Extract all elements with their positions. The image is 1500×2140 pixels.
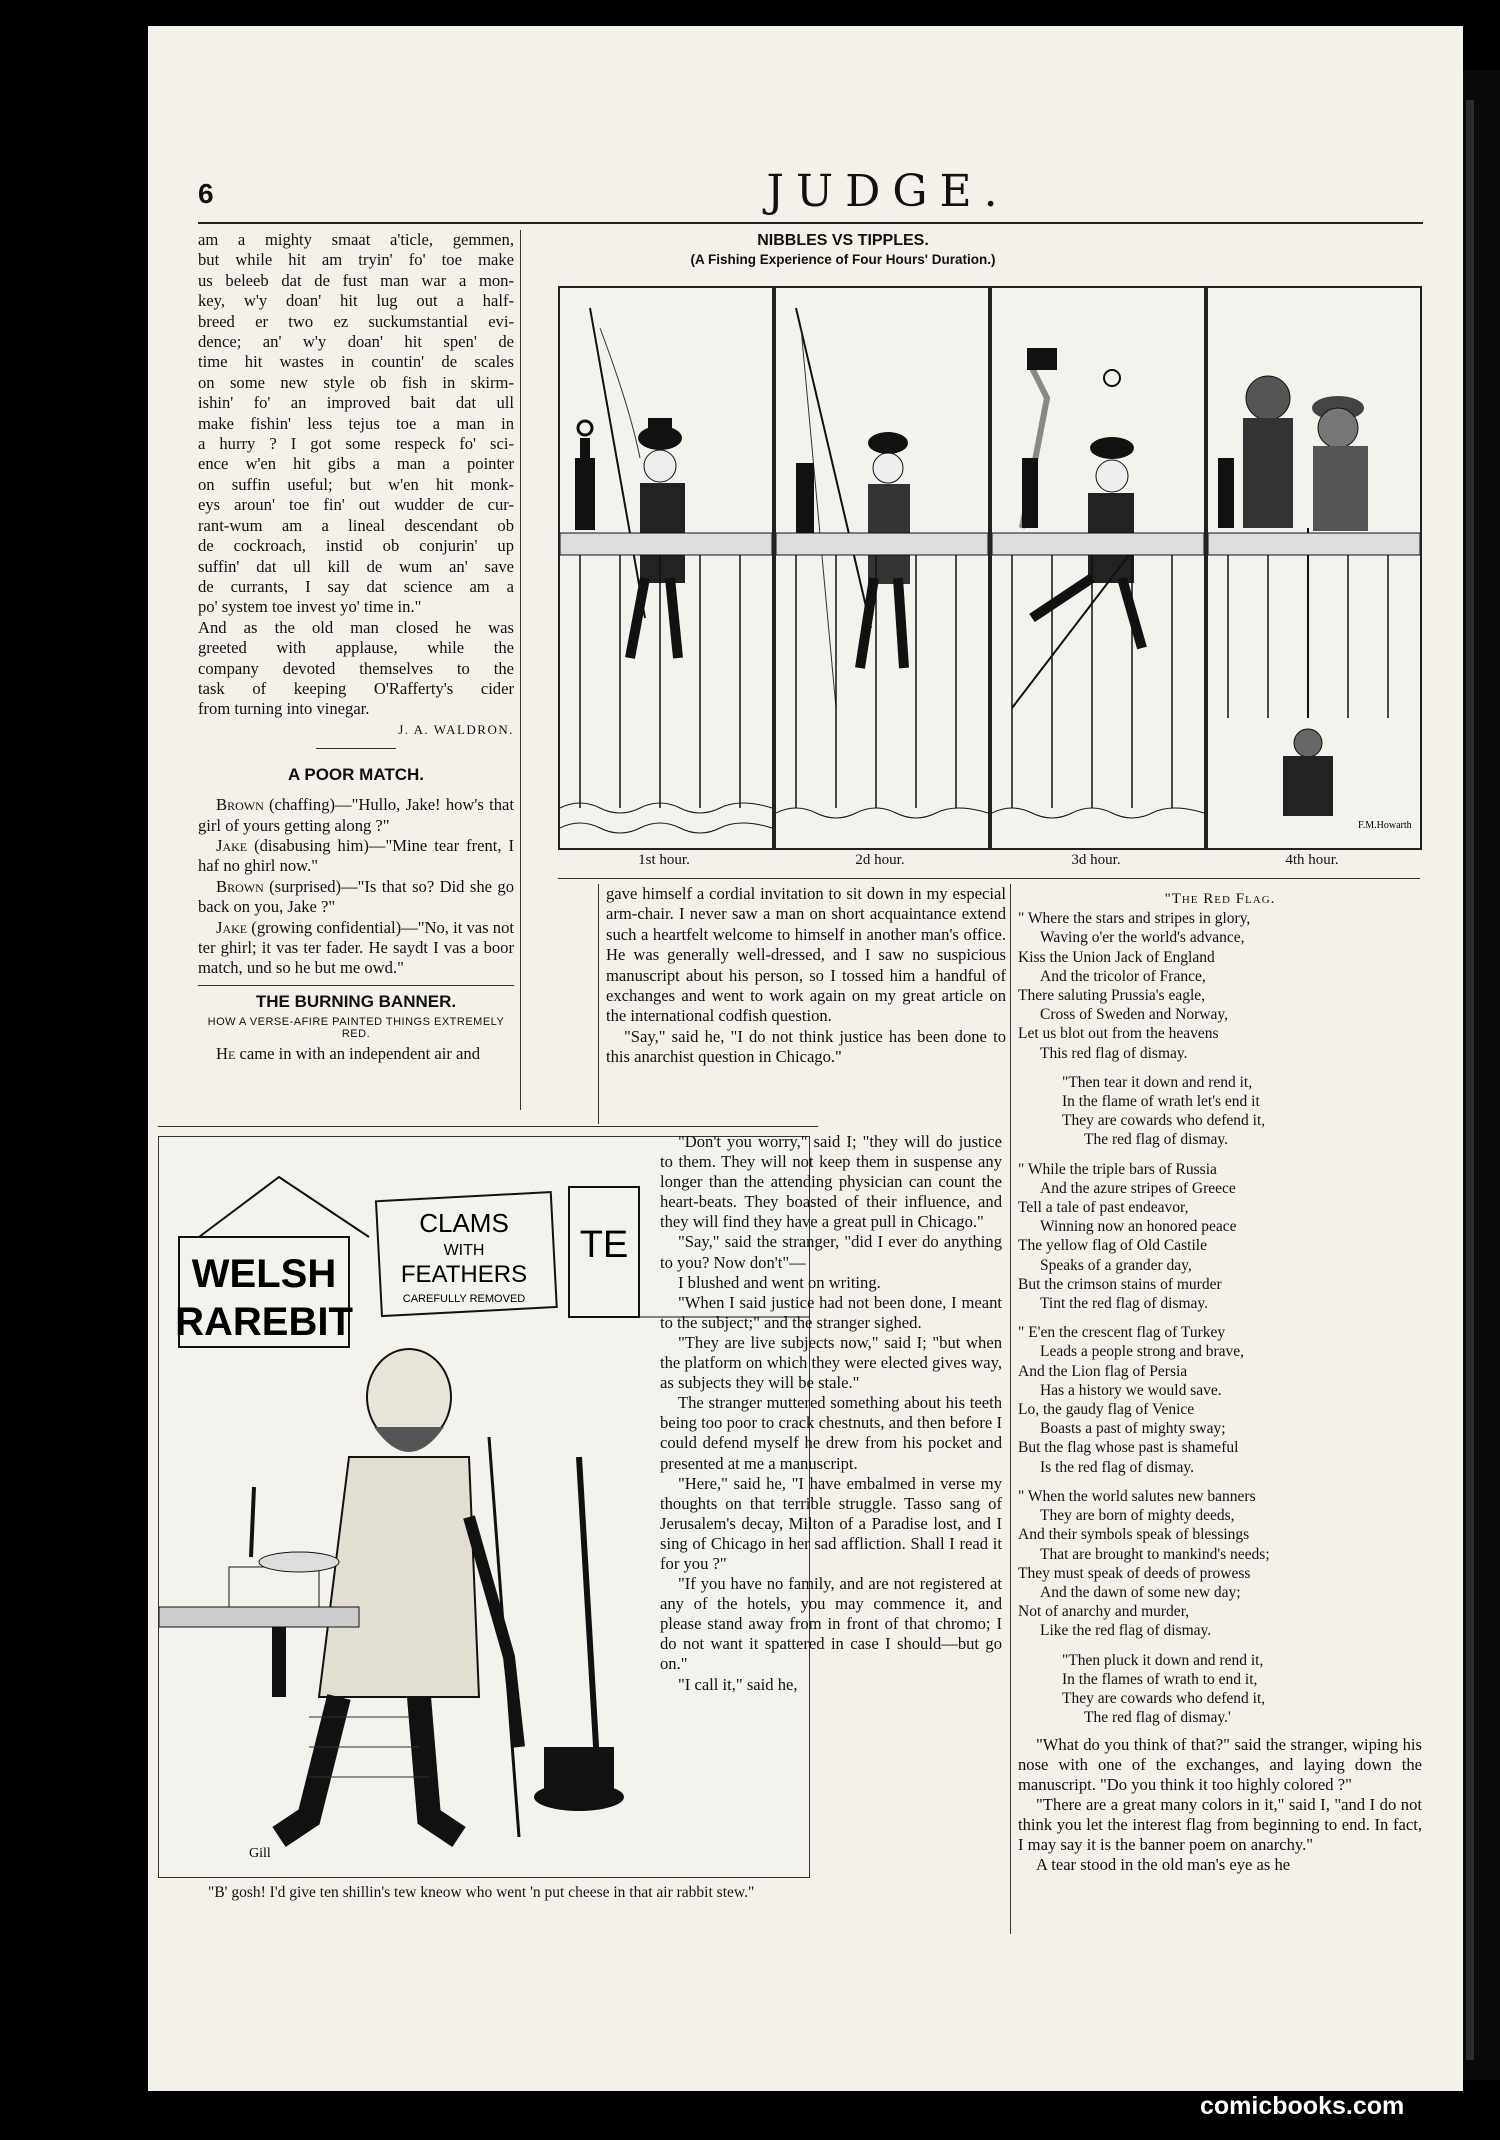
burning-banner-first-line: He came in with an independent air and bbox=[216, 1043, 480, 1063]
poem-line: And the dawn of some new day; bbox=[1040, 1583, 1241, 1601]
cartoon-signature: F.M.Howarth bbox=[1358, 820, 1412, 831]
cartoon-panel-1 bbox=[558, 286, 774, 850]
poem-line: They are cowards who defend it, bbox=[1062, 1689, 1266, 1707]
section-divider bbox=[198, 985, 514, 986]
story-paragraph: "When I said justice had not been done, I meant to the subject;" and the stranger sighed. bbox=[660, 1292, 1002, 1332]
poem-line: Tint the red flag of dismay. bbox=[1040, 1295, 1209, 1313]
poem-line: Boasts a past of mighty sway; bbox=[1040, 1420, 1226, 1438]
poem-line: Kiss the Union Jack of England bbox=[1018, 948, 1215, 966]
cartoon-bottom-rule bbox=[558, 878, 1420, 879]
red-flag-poem bbox=[1018, 909, 1422, 1727]
poem-line: Like the red flag of dismay. bbox=[1040, 1622, 1212, 1640]
poem-line: Winning now an honored peace bbox=[1040, 1218, 1237, 1236]
poem-line: Waving o'er the world's advance, bbox=[1040, 929, 1245, 947]
story-line: dence; an' w'y doan' hit spen' de bbox=[198, 332, 514, 352]
story-line: de currants, I say dat science am a bbox=[198, 576, 514, 596]
poor-match-text bbox=[198, 795, 514, 979]
poem-line: " While the triple bars of Russia bbox=[1018, 1160, 1217, 1178]
story-line: eys aroun' toe fin' out wudder de cur- bbox=[198, 495, 514, 515]
poem-line: "Then tear it down and rend it, bbox=[1062, 1073, 1253, 1091]
story-paragraph: "They are live subjects now," said I; "but when the platform on which they were elected gives way, as subjects they will be stale." bbox=[660, 1332, 1002, 1393]
dialogue-line: Brown (surprised)—"Is that so? Did she go back on you, Jake ?" bbox=[198, 876, 514, 917]
sign-edge-text: TE bbox=[579, 1224, 629, 1266]
poem-line: There saluting Prussia's eagle, bbox=[1018, 987, 1206, 1005]
fisherman-1-drawing bbox=[560, 288, 772, 848]
dialogue-line: Brown (chaffing)—"Hullo, Jake! how's that girl of yours getting along ?" bbox=[198, 795, 514, 835]
poem-line: In the flame of wrath let's end it bbox=[1062, 1093, 1260, 1111]
next-page-edge bbox=[1466, 100, 1474, 2060]
middle-column bbox=[660, 1132, 1002, 1695]
burning-banner-subheading: HOW A VERSE-AFIRE PAINTED THINGS EXTREMELY RED. bbox=[207, 1015, 505, 1040]
poem-line: And the tricolor of France, bbox=[1040, 967, 1206, 985]
sign-welsh: WELSH bbox=[191, 1252, 337, 1296]
poem-line: In the flames of wrath to end it, bbox=[1062, 1670, 1258, 1688]
story-line: ishin' fo' an improved bait dat ull bbox=[198, 393, 514, 413]
section-divider bbox=[316, 748, 396, 749]
panel-2-caption: 2d hour. bbox=[855, 852, 905, 868]
poem-title: "The Red Flag. bbox=[1164, 891, 1276, 907]
story-line: ence w'en hit gibs a man a pointer bbox=[198, 454, 514, 474]
stanza-gap bbox=[1018, 1313, 1422, 1323]
story-line: po' system toe invest yo' time in." bbox=[198, 597, 422, 617]
story-paragraph: "There are a great many colors in it," said I, "and I do not think you let the interest flag from beginning to end. In fact, I may say it is the banner poem on anarchy." bbox=[1018, 1795, 1422, 1855]
byline: J. A. WALDRON. bbox=[398, 721, 514, 737]
poem-line: Let us blot out from the heavens bbox=[1018, 1025, 1219, 1043]
column-rule bbox=[520, 230, 521, 1110]
sign-feathers: FEATHERS bbox=[400, 1261, 528, 1288]
watermark: comicbooks.com bbox=[1200, 2092, 1405, 2120]
story-line: suffin' dat ull kill de wum an' save bbox=[198, 556, 514, 576]
story-paragraph: "Say," said the stranger, "did I ever do anything to you? Now don't"— bbox=[660, 1232, 1002, 1272]
column-rule bbox=[598, 884, 599, 1124]
story-line: And as the old man closed he was bbox=[198, 617, 514, 637]
story-paragraph: "Here," said he, "I have embalmed in verse my thoughts on that terrible struggle. Tasso sang of Jerusalem's decay, Milton of a Paradise lost, and I sing of Chicago in her sad affliction. Shall I read it for you ?" bbox=[660, 1473, 1002, 1573]
cartoon-panel-4 bbox=[1206, 286, 1422, 850]
stanza-gap bbox=[1018, 1150, 1422, 1160]
header-rule bbox=[198, 222, 1423, 224]
poem-line: " E'en the crescent flag of Turkey bbox=[1018, 1324, 1226, 1342]
story-paragraph: "Don't you worry," said I; "they will do justice to them. They will not keep them in suspense any longer than the attending physician can count the heart-beats. They boasted of their influence, and they will find they have a great pull in Chicago." bbox=[660, 1132, 1002, 1232]
poem-line: But the flag whose past is shameful bbox=[1018, 1439, 1239, 1457]
cartoon-title: NIBBLES VS TIPPLES. bbox=[757, 232, 929, 249]
story-line: am a mighty smaat a'ticle, gemmen, bbox=[198, 230, 514, 249]
sign-with: WITH bbox=[443, 1242, 485, 1259]
poem-line: " When the world salutes new banners bbox=[1018, 1487, 1256, 1505]
illustration-top-rule bbox=[158, 1126, 818, 1127]
poem-line: Speaks of a grander day, bbox=[1040, 1256, 1192, 1274]
poem-line: The yellow flag of Old Castile bbox=[1018, 1237, 1207, 1255]
dialogue-line: Jake (disabusing him)—"Mine tear frent, I haf no ghirl now." bbox=[198, 835, 514, 876]
column-rule bbox=[1010, 884, 1011, 1934]
cartoon-panel-2 bbox=[774, 286, 990, 850]
poem-line: And the azure stripes of Greece bbox=[1040, 1179, 1236, 1197]
poem-line: "Then pluck it down and rend it, bbox=[1062, 1651, 1264, 1669]
story-line: make fishin' less tejus toe a man in bbox=[198, 413, 514, 433]
story-line: greeted with applause, while the bbox=[198, 638, 514, 658]
stranger-arrival-text: gave himself a cordial invitation to sit down in my especial arm-chair. I never saw a man on short acquaintance extend such a heartfelt welcome to himself in another man's office. He was generally well-dressed, and I saw no suspicious manuscript about his person, so I tossed him a handful of exchanges and went to work again on my great article on the international codfish question. bbox=[606, 884, 1006, 1026]
story-line: on suffin useful; but w'en hit monk- bbox=[198, 474, 514, 494]
right-column bbox=[1018, 890, 1422, 1875]
poem-line: Lo, the gaudy flag of Venice bbox=[1018, 1401, 1195, 1419]
sign-carefully-removed: CAREFULLY REMOVED bbox=[402, 1293, 526, 1305]
poem-line: " Where the stars and stripes in glory, bbox=[1018, 910, 1251, 928]
story-line: on some new style ob fish in skirm- bbox=[198, 372, 514, 392]
story-paragraph: "I call it," said he, bbox=[678, 1674, 798, 1694]
poem-line: And their symbols speak of blessings bbox=[1018, 1526, 1250, 1544]
fisherman-3-drawing bbox=[992, 288, 1204, 848]
poem-line: The red flag of dismay. bbox=[1084, 1131, 1229, 1149]
poem-line: The red flag of dismay.' bbox=[1084, 1709, 1231, 1727]
poem-line: Has a history we would save. bbox=[1040, 1381, 1222, 1399]
sign-clams: CLAMS bbox=[419, 1208, 509, 1238]
cartoon-panel-3 bbox=[990, 286, 1206, 850]
masthead-title: JUDGE. bbox=[766, 166, 1010, 217]
left-column bbox=[198, 230, 514, 1064]
page-number: 6 bbox=[198, 178, 214, 209]
magazine-page bbox=[148, 26, 1463, 2091]
artist-signature: Gill bbox=[249, 1846, 271, 1861]
poem-line: Is the red flag of dismay. bbox=[1040, 1458, 1194, 1476]
story-paragraph: "If you have no family, and are not registered at any of the hotels, you may commence it, and please stand away from in front of that chromo; I do not want it spattered in case I should—but go on." bbox=[660, 1574, 1002, 1674]
story-line: us beleeb dat de fust man war a mon- bbox=[198, 270, 514, 290]
poem-line: They are cowards who defend it, bbox=[1062, 1112, 1266, 1130]
waldron-story-text bbox=[198, 230, 514, 720]
middle-top-column bbox=[606, 884, 1006, 1068]
cartoon-subtitle: (A Fishing Experience of Four Hours' Duration.) bbox=[690, 252, 996, 267]
right-column-prose bbox=[1018, 1735, 1422, 1875]
story-line: a hurry ? I got some respeck fo' sci- bbox=[198, 434, 514, 454]
story-paragraph: The stranger muttered something about his teeth being too poor to crack chestnuts, and then before I could defend myself he drew from his pocket and presented at me a manuscript. bbox=[660, 1393, 1002, 1473]
sign-rarebit: RAREBIT bbox=[175, 1300, 353, 1344]
fisherman-4-drawing bbox=[1208, 288, 1420, 848]
story-line: from turning into vinegar. bbox=[198, 699, 370, 719]
panel-3-caption: 3d hour. bbox=[1071, 852, 1121, 868]
poem-line: That are brought to mankind's needs; bbox=[1040, 1545, 1270, 1563]
poem-line: They are born of mighty deeds, bbox=[1040, 1507, 1235, 1525]
story-line: de cockroach, instid ob conjurin' up bbox=[198, 536, 514, 556]
poem-line: This red flag of dismay. bbox=[1040, 1044, 1188, 1062]
stanza-gap bbox=[1018, 1641, 1422, 1651]
poem-line: Tell a tale of past endeavor, bbox=[1018, 1199, 1189, 1217]
poem-line: Not of anarchy and murder, bbox=[1018, 1603, 1190, 1621]
illustration-caption: "B' gosh! I'd give ten shillin's tew kneow who went 'n put cheese in that air rabbit stew." bbox=[208, 1884, 755, 1901]
poem-line: Leads a people strong and brave, bbox=[1040, 1343, 1245, 1361]
story-paragraph: "What do you think of that?" said the stranger, wiping his nose with one of the exchanges, and laying down the manuscript. "Do you think it too highly colored ?" bbox=[1018, 1735, 1422, 1795]
story-paragraph: I blushed and went on writing. bbox=[678, 1272, 881, 1292]
burning-banner-heading: THE BURNING BANNER. bbox=[255, 991, 457, 1011]
story-line: time hit wastes in countin' de scales bbox=[198, 352, 514, 372]
story-line: but while hit am tryin' fo' toe make bbox=[198, 250, 514, 270]
panel-1-caption: 1st hour. bbox=[638, 852, 690, 868]
poor-match-heading: A POOR MATCH. bbox=[288, 765, 424, 785]
poem-line: And the Lion flag of Persia bbox=[1018, 1362, 1188, 1380]
poem-line: But the crimson stains of murder bbox=[1018, 1275, 1222, 1293]
story-line: task of keeping O'Rafferty's cider bbox=[198, 678, 514, 698]
story-line: breed er two ez suckumstantial evi- bbox=[198, 311, 514, 331]
fisherman-2-drawing bbox=[776, 288, 988, 848]
poem-line: Cross of Sweden and Norway, bbox=[1040, 1006, 1228, 1024]
stanza-gap bbox=[1018, 1063, 1422, 1073]
poem-line: They must speak of deeds of prowess bbox=[1018, 1564, 1251, 1582]
stanza-gap bbox=[1018, 1477, 1422, 1487]
story-line: rant-wum am a lineal descendant ob bbox=[198, 515, 514, 535]
story-line: company devoted themselves to the bbox=[198, 658, 514, 678]
story-line: key, w'y doan' hit lug out a half- bbox=[198, 291, 514, 311]
story-paragraph: A tear stood in the old man's eye as he bbox=[1036, 1855, 1291, 1875]
stranger-first-remark: "Say," said he, "I do not think justice has been done to this anarchist question in Chicago." bbox=[606, 1026, 1006, 1067]
dialogue-line: Jake (growing confidential)—"No, it vas not ter ghirl; it vas ter fader. He saydt I vas a boor match, und so he but me owd." bbox=[198, 917, 514, 978]
panel-4-caption: 4th hour. bbox=[1285, 852, 1339, 868]
